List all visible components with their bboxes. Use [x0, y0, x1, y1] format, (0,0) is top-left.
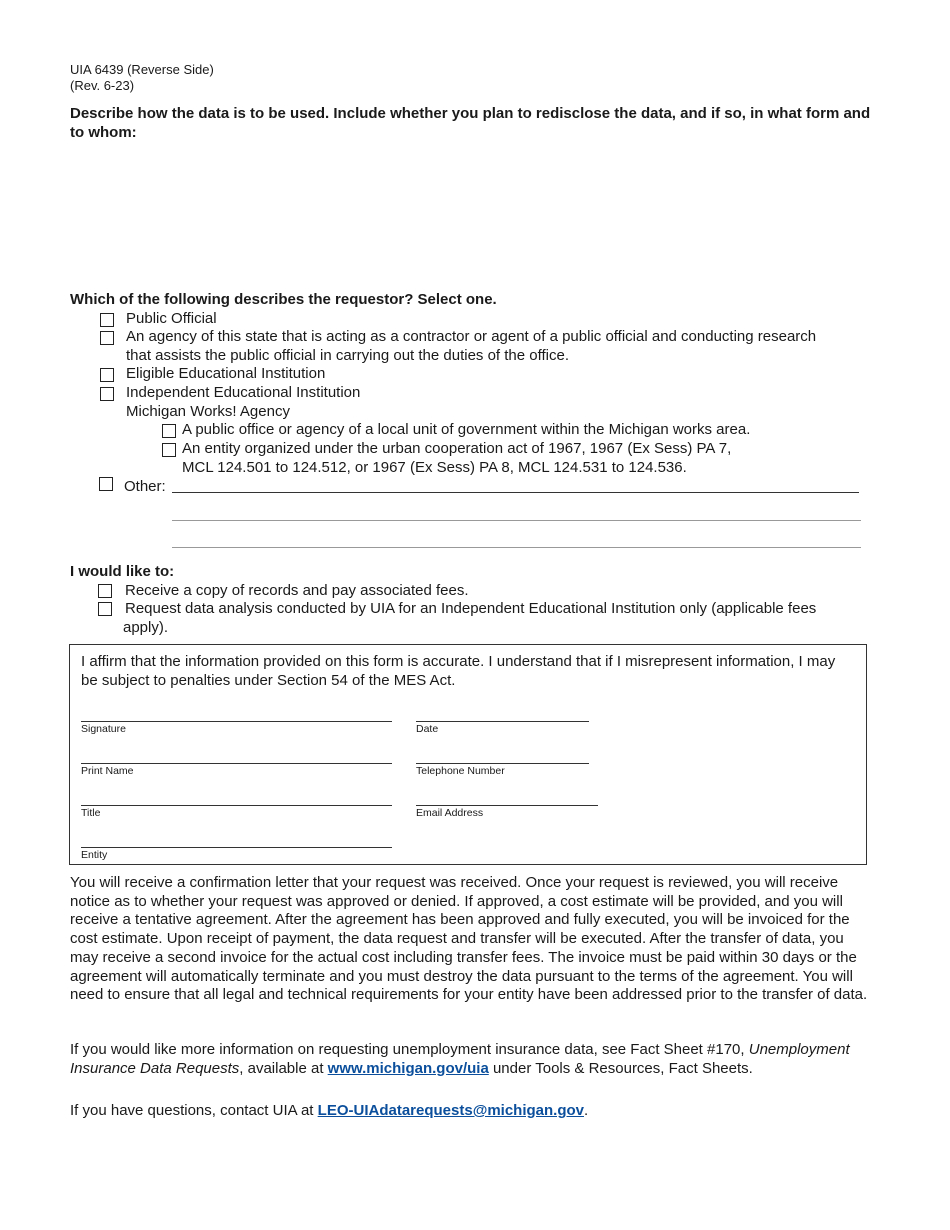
more-info-paragraph	[70, 1041, 870, 1078]
form-header	[70, 62, 214, 94]
telephone-line[interactable]	[416, 763, 589, 764]
title-label: Title	[81, 807, 101, 819]
more-info-suffix: under Tools & Resources, Fact Sheets.	[488, 1059, 753, 1077]
contact-paragraph	[70, 1102, 870, 1121]
eligible-edu-checkbox[interactable]	[100, 368, 114, 382]
contact-suffix: .	[584, 1102, 589, 1119]
fact-sheet-title: Unemployment Insurance Data Requests	[70, 1041, 850, 1077]
mw-public-office-label: A public office or agency of a local unit of government within the Michigan works area.	[182, 421, 751, 438]
like-to-question: I would like to:	[70, 563, 175, 580]
contact-prefix: If you have questions, contact UIA at	[70, 1102, 318, 1119]
contact-email-link[interactable]: LEO-UIAdatarequests@michigan.gov	[317, 1102, 584, 1119]
michigan-works-heading: Michigan Works! Agency	[126, 403, 290, 420]
print-name-line[interactable]	[81, 763, 392, 764]
form-revision: (Rev. 6-23)	[70, 78, 135, 93]
receive-copy-checkbox[interactable]	[98, 584, 112, 598]
data-analysis-label-line2: apply).	[123, 619, 169, 636]
form-id: UIA 6439 (Reverse Side)	[70, 62, 214, 77]
other-input-line-3[interactable]	[172, 547, 861, 548]
public-official-checkbox[interactable]	[100, 313, 114, 327]
entity-line[interactable]	[81, 847, 392, 848]
requestor-question: Which of the following describes the requestor? Select one.	[70, 291, 497, 308]
other-input-line-1[interactable]	[172, 492, 859, 493]
data-analysis-label-line1: Request data analysis conducted by UIA for an Independent Educational Institution only (applicable fees	[125, 600, 817, 617]
mw-public-office-checkbox[interactable]	[162, 424, 176, 438]
signature-line[interactable]	[81, 721, 392, 722]
mw-entity-checkbox[interactable]	[162, 443, 176, 457]
available-at-text: , available at	[239, 1059, 328, 1077]
signature-label: Signature	[81, 723, 126, 735]
affirmation-text: I affirm that the information provided on this form is accurate. I understand that if I misrepresent information, I may be subject to penalties under Section 54 of the MES Act.	[81, 653, 836, 689]
affirmation-box	[69, 644, 867, 865]
other-label: Other:	[124, 478, 166, 495]
independent-edu-label: Independent Educational Institution	[126, 384, 361, 401]
entity-label: Entity	[81, 849, 108, 861]
title-line[interactable]	[81, 805, 392, 806]
email-label: Email Address	[416, 807, 484, 819]
date-line[interactable]	[416, 721, 589, 722]
independent-edu-checkbox[interactable]	[100, 387, 114, 401]
state-agency-label-line1: An agency of this state that is acting as a contractor or agent of a public official and conducting research	[126, 328, 817, 345]
state-agency-checkbox[interactable]	[100, 331, 114, 345]
email-line[interactable]	[416, 805, 598, 806]
confirmation-paragraph: You will receive a confirmation letter that your request was received. Once your request is reviewed, you will receive notice as to whether your request was approved or denied. If approved, a cost estimate will be provided, and you will receive a tentative agreement. After the agreement has been approved and fully executed, you will be invoiced for the cost estimate. Upon receipt of payment, the data request and transfer will be executed. After the transfer of data, you may receive a second invoice for the actual cost including transfer fees. The invoice must be paid within 30 days or the agreement will automatically terminate and you must destroy the data pursuant to the terms of the agreement. You will need to ensure that all legal and technical requirements for your entity have been addressed prior to the transfer of data.	[70, 874, 868, 1004]
mw-entity-label-line1: An entity organized under the urban cooperation act of 1967, 1967 (Ex Sess) PA 7,	[182, 440, 732, 457]
print-name-label: Print Name	[81, 765, 134, 777]
state-agency-label-line2: that assists the public official in carrying out the duties of the office.	[126, 347, 570, 364]
data-analysis-checkbox[interactable]	[98, 602, 112, 616]
mw-entity-label-line2: MCL 124.501 to 124.512, or 1967 (Ex Sess) PA 8, MCL 124.531 to 124.536.	[182, 459, 687, 476]
receive-copy-label: Receive a copy of records and pay associated fees.	[125, 582, 469, 599]
usage-question: Describe how the data is to be used. Include whether you plan to redisclose the data, and if so, in what form and to whom:	[70, 105, 871, 141]
date-label: Date	[416, 723, 439, 735]
public-official-label: Public Official	[126, 310, 217, 327]
other-checkbox[interactable]	[99, 477, 113, 491]
eligible-edu-label: Eligible Educational Institution	[126, 365, 326, 382]
uia-website-link[interactable]: www.michigan.gov/uia	[327, 1059, 489, 1077]
other-input-line-2[interactable]	[172, 520, 861, 521]
more-info-prefix: If you would like more information on requesting unemployment insurance data, see Fact Sheet #170,	[70, 1041, 745, 1058]
telephone-label: Telephone Number	[416, 765, 505, 777]
